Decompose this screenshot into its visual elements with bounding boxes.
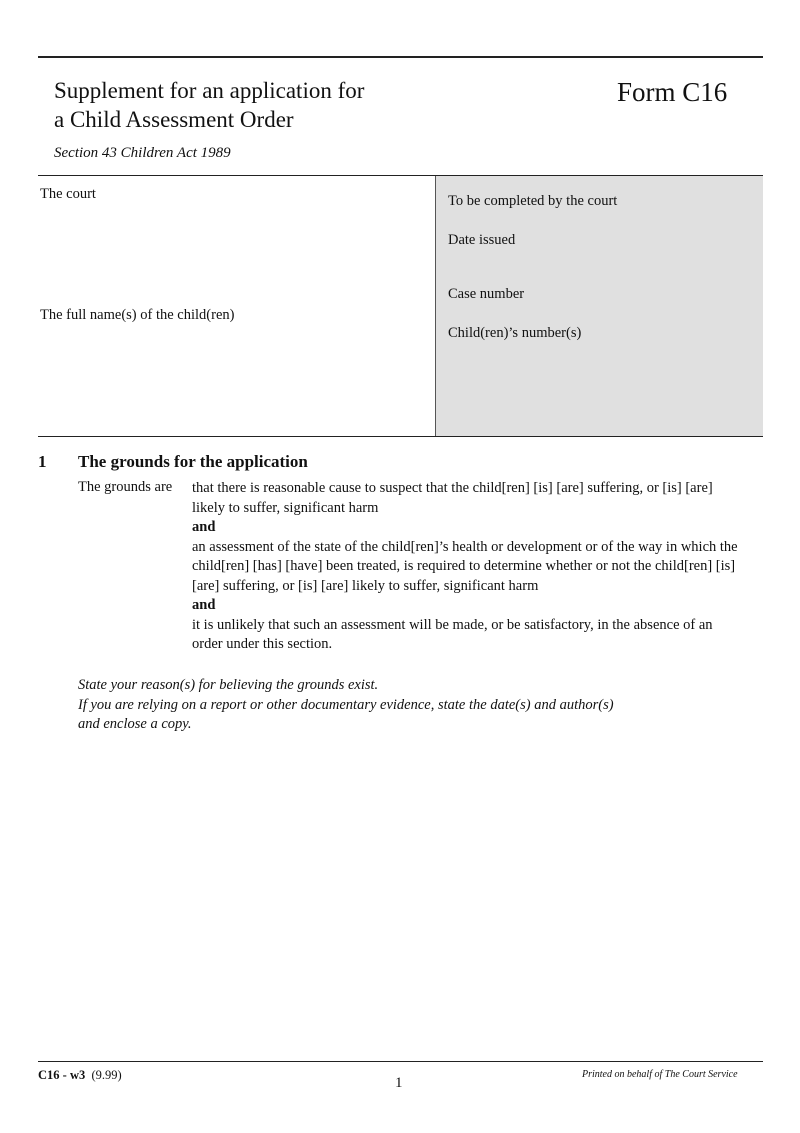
court-label: The court bbox=[40, 186, 96, 202]
date-issued-label: Date issued bbox=[448, 232, 516, 248]
form-date: (9.99) bbox=[91, 1068, 122, 1082]
grounds-text bbox=[192, 479, 740, 655]
ground-para-3: it is unlikely that such an assessment will be made, or be satisfactory, in the absence of an order under this section. bbox=[192, 616, 713, 652]
instruction-line-3: and enclose a copy. bbox=[78, 716, 192, 732]
court-use-heading: To be completed by the court bbox=[448, 193, 618, 209]
instructions bbox=[78, 676, 718, 735]
form-title-line2: a Child Assessment Order bbox=[54, 107, 294, 132]
footer-form-code bbox=[38, 1068, 122, 1083]
case-number-label: Case number bbox=[448, 286, 525, 302]
printed-by: Printed on behalf of The Court Service bbox=[582, 1069, 738, 1080]
section-title: The grounds for the application bbox=[78, 452, 308, 471]
instruction-line-2: If you are relying on a report or other documentary evidence, state the date(s) and author(s) bbox=[78, 696, 614, 713]
form-code: C16 - w3 bbox=[38, 1068, 86, 1082]
form-title bbox=[54, 76, 474, 134]
section-number: 1 bbox=[38, 452, 47, 471]
top-rule bbox=[38, 56, 763, 58]
grounds-label: The grounds are bbox=[78, 479, 173, 495]
form-subtitle: Section 43 Children Act 1989 bbox=[54, 145, 231, 161]
child-numbers-label: Child(ren)’s number(s) bbox=[448, 325, 582, 341]
court-details-box bbox=[38, 175, 763, 437]
child-names-label: The full name(s) of the child(ren) bbox=[40, 307, 235, 323]
form-id: Form C16 bbox=[617, 77, 728, 107]
page-number: 1 bbox=[395, 1075, 403, 1091]
court-use-panel bbox=[435, 176, 763, 436]
form-title-line1: Supplement for an application for bbox=[54, 78, 365, 103]
bottom-rule bbox=[38, 1061, 763, 1062]
ground-para-2: an assessment of the state of the child[ren]’s health or development or of the way in which the child[ren] [has] [have] been treated, is required to determine whether or not the child[ren] [is] [are] suffering, or [is] [are] likely to suffer, significant harm bbox=[192, 538, 738, 594]
ground-and-2: and bbox=[192, 597, 216, 613]
ground-and-1: and bbox=[192, 519, 216, 535]
ground-para-1: that there is reasonable cause to suspect that the child[ren] [is] [are] suffering, or [is] [are] likely to suffer, significant harm bbox=[192, 480, 713, 516]
instruction-line-1: State your reason(s) for believing the grounds exist. bbox=[78, 677, 379, 693]
